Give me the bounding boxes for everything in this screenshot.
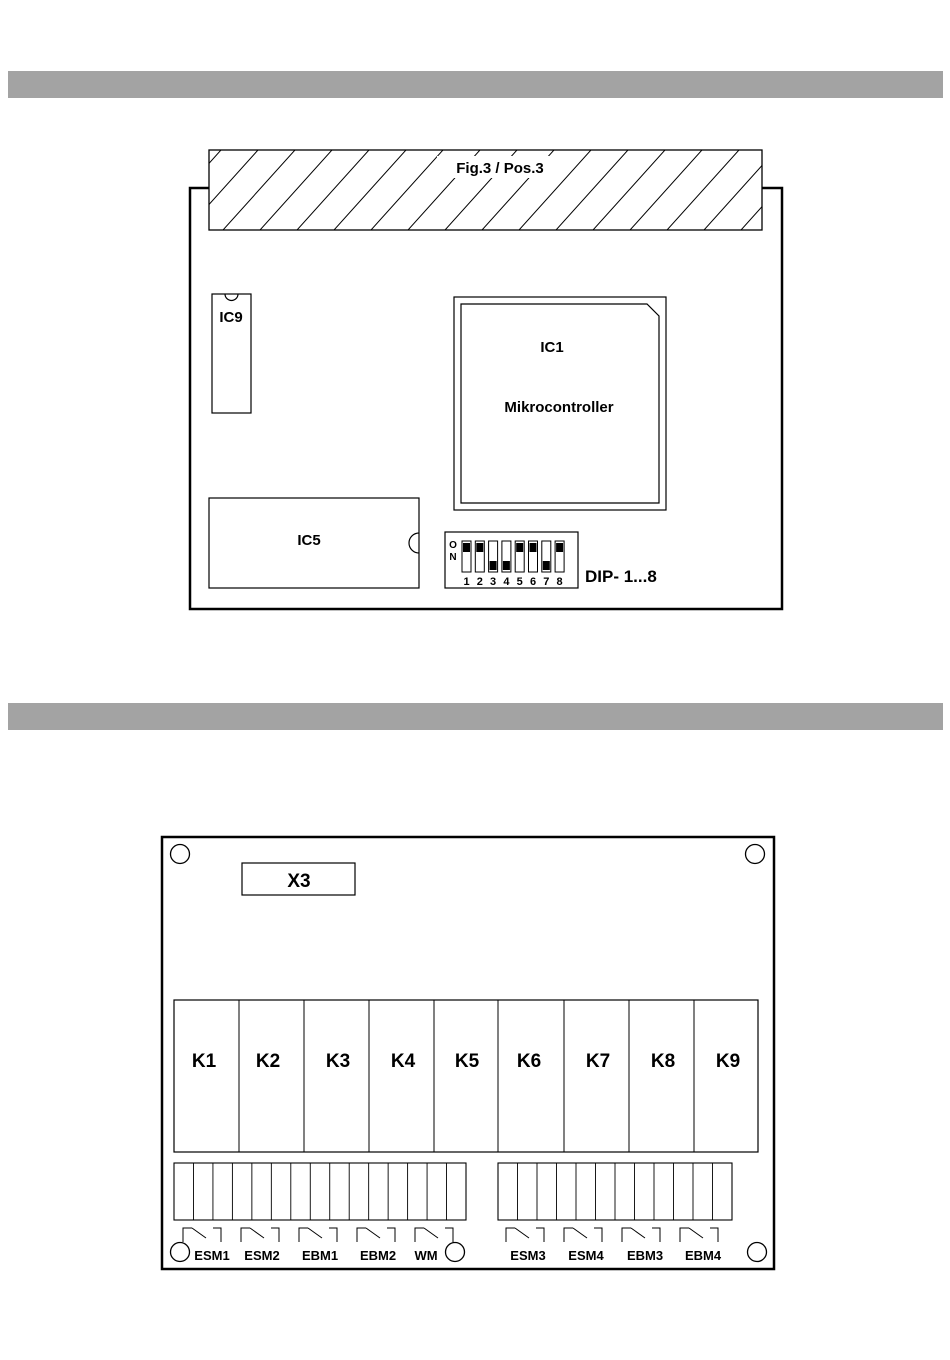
relay-label: K1 — [191, 1051, 217, 1072]
mounting-hole-bottom-middle — [446, 1243, 465, 1262]
dip-switch-number: 5 — [516, 576, 523, 588]
terminal-label: ESM2 — [244, 1248, 280, 1263]
relay-label: K5 — [454, 1051, 480, 1072]
terminal-block-right — [498, 1163, 732, 1220]
contact-switch-icon — [299, 1228, 337, 1242]
dip-switch-number: 8 — [556, 576, 563, 588]
ic9-label: IC9 — [219, 309, 243, 326]
terminal-label: ESM3 — [510, 1248, 546, 1263]
terminal-label: WM — [414, 1248, 438, 1263]
relay-label: K3 — [325, 1051, 351, 1072]
strip-label: Fig.3 / Pos.3 — [456, 160, 544, 177]
mounting-hole-top-right — [746, 845, 765, 864]
dip-switch-number: 6 — [529, 576, 537, 588]
dip-switch-number: 2 — [476, 576, 483, 588]
relay-label: K4 — [390, 1051, 416, 1072]
relay-label: K6 — [516, 1051, 542, 1072]
contact-esm1 — [183, 1228, 230, 1263]
relay-board-diagram — [0, 800, 950, 1360]
contact-ebm2 — [357, 1228, 396, 1263]
section-band-bottom — [8, 703, 943, 730]
contact-switch-icon — [241, 1228, 279, 1242]
relay-label: K9 — [715, 1051, 741, 1072]
dip-label: DIP- 1...8 — [585, 567, 657, 586]
contact-esm3 — [506, 1228, 546, 1263]
relay-label: K2 — [255, 1051, 281, 1072]
mounting-hole-top-left — [171, 845, 190, 864]
contact-switch-icon — [506, 1228, 544, 1242]
terminal-block-left — [174, 1163, 466, 1220]
contact-esm2 — [241, 1228, 280, 1263]
terminal-label: EBM3 — [626, 1248, 664, 1263]
terminal-label: ESM4 — [568, 1248, 604, 1263]
x3-label: X3 — [287, 871, 311, 892]
dip-on-letter-o: O — [449, 540, 457, 551]
contact-switch-icon — [183, 1228, 221, 1242]
dip-switch-number: 4 — [503, 576, 510, 588]
dip-switch-number: 3 — [490, 576, 497, 588]
terminal-label: EBM1 — [301, 1248, 339, 1263]
relay-block — [174, 1000, 758, 1152]
terminal-label: EBM2 — [359, 1248, 397, 1263]
contact-esm4 — [564, 1228, 604, 1263]
contact-switch-icon — [680, 1228, 718, 1242]
ic1-sublabel: Mikrocontroller — [504, 399, 614, 416]
dip-on-letter-n: N — [449, 552, 457, 563]
hatched-strip — [140, 140, 859, 240]
relay-label: K7 — [585, 1051, 611, 1072]
ic1-label: IC1 — [540, 339, 564, 356]
contact-switch-icon — [564, 1228, 602, 1242]
terminal-label: ESM1 — [194, 1248, 230, 1263]
contact-ebm4 — [680, 1228, 722, 1263]
dip-switch-number: 1 — [463, 576, 470, 588]
mounting-hole-bottom-right — [748, 1243, 767, 1262]
mounting-hole-bottom-left — [171, 1243, 190, 1262]
contact-ebm3 — [622, 1228, 663, 1263]
relay-label: K8 — [650, 1051, 676, 1072]
controller-board-diagram — [0, 0, 950, 640]
contact-switch-icon — [415, 1228, 453, 1242]
terminal-label: EBM4 — [684, 1248, 722, 1263]
contact-switch-icon — [357, 1228, 395, 1242]
dip-switch-number: 7 — [543, 576, 550, 588]
ic5-label: IC5 — [297, 532, 321, 549]
contact-switch-icon — [622, 1228, 660, 1242]
contact-ebm1 — [299, 1228, 338, 1263]
